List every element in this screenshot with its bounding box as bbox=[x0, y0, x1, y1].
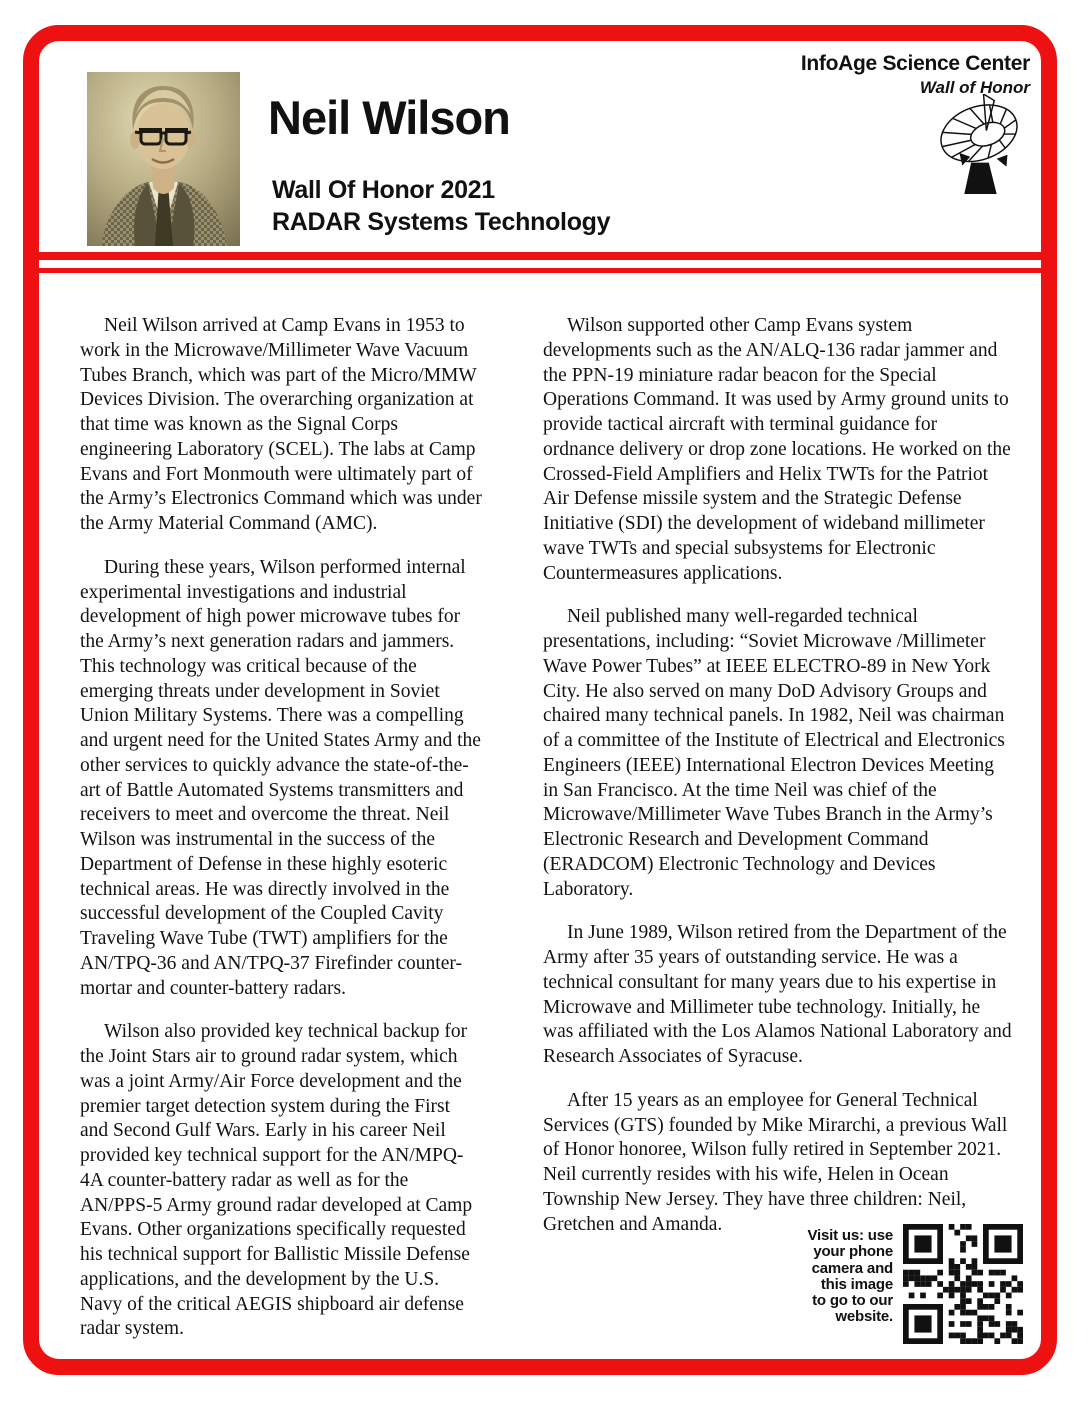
paragraph-gts: After 15 years as an employee for General Technical Services (GTS) founded by Mike Mirarchi, a previous Wall of Honor honoree, Wilson fully retired in September 2021. Neil currently resides with his wife, Helen in Ocean Township New Jersey. They have three children: Neil, Gretchen and Amanda. bbox=[543, 1089, 1008, 1235]
honor-subtitle bbox=[272, 174, 610, 238]
radar-dish-icon bbox=[931, 94, 1027, 196]
paragraph-jointstars: Wilson also provided key technical backup for the Joint Stars air to ground radar system, which was a joint Army/Air Force development and the premier target detection system during the First and Second Gulf Wars. Early in his career Neil provided key technical support for the AN/MPQ-4A counter-battery radar as well as for the AN/PPS-5 Army ground radar developed at Camp Evans. Other organizations specifically requested his technical support for Ballistic Missile Defense applications, and the development by the U.S. Navy of the critical AEGIS shipboard air defense radar system. bbox=[80, 1021, 473, 1340]
honor-year: Wall Of Honor 2021 bbox=[272, 176, 495, 204]
article-column-right bbox=[543, 314, 1012, 1256]
visit-line: to go to our bbox=[812, 1292, 893, 1310]
visit-line: website. bbox=[835, 1308, 893, 1326]
paragraph-research: During these years, Wilson performed internal experimental investigations and industrial development of high power microwave tubes for the Army’s next generation radars and jammers. This technology was critical because of the emerging threats under development in Soviet Union Military Systems. There was a compelling and urgent need for the United States Army and the other services to quickly advance the state-of-the-art of Battle Automated Systems transmitters and receivers to meet and overcome the threat. Neil Wilson was instrumental in the success of the Department of Defense in these highly esoteric technical areas. He was directly involved in the successful development of the Coupled Cavity Traveling Wave Tube (TWT) amplifiers for the AN/TPQ-36 and AN/TPQ-37 Firefinder counter-mortar and counter-battery radars. bbox=[80, 556, 481, 999]
visit-note bbox=[762, 1228, 893, 1326]
paragraph-arrival: Neil Wilson arrived at Camp Evans in 1953 to work in the Microwave/Millimeter Wave Vacuum Tubes Branch, which was part of the Micro/MMW Devices Division. The overarching organization at that time was known as the Signal Corps engineering Laboratory (SCEL). The labs at Camp Evans and Fort Monmouth were ultimately part of the Army’s Electronics Command which was under the Army Material Command (AMC). bbox=[80, 315, 482, 534]
org-tagline: Wall of Honor bbox=[919, 78, 1030, 97]
portrait-photo bbox=[87, 72, 240, 246]
honor-field: RADAR Systems Technology bbox=[272, 208, 611, 236]
article-column-left bbox=[80, 314, 482, 1361]
visit-line: this image bbox=[820, 1275, 893, 1293]
visit-line: your phone bbox=[813, 1243, 893, 1261]
divider-rule-thin bbox=[39, 268, 1041, 273]
paragraph-retirement: In June 1989, Wilson retired from the Department of the Army after 35 years of outstanding service. He was a technical consultant for many years due to his expertise in Microwave and Millimeter tube technology. Initially, he was affiliated with the Los Alamos National Laboratory and Research Associates of Syracuse. bbox=[543, 922, 1012, 1067]
qr-code bbox=[903, 1224, 1023, 1344]
page-title: Neil Wilson bbox=[268, 91, 510, 144]
paragraph-systems: Wilson supported other Camp Evans system developments such as the AN/ALQ-136 radar jammer and the PPN-19 miniature radar beacon for the Special Operations Command. It was used by Army ground units to provide tactical aircraft with terminal guidance for ordnance delivery or drop zone locations. He worked on the Crossed-Field Amplifiers and Helix TWTs for the Patriot Air Defense missile system and the Strategic Defense Initiative (SDI) the development of wideband millimeter wave TWTs and special subsystems for Electronic Countermeasures applications. bbox=[543, 315, 1011, 584]
visit-line: camera and bbox=[811, 1259, 893, 1277]
paragraph-publications: Neil published many well-regarded technical presentations, including: “Soviet Microwave /Millimeter Wave Power Tubes” at IEEE ELECTRO-89 in New York City. He also served on many DoD Advisory Groups and chaired many technical panels. In 1982, Neil was chairman of a committee of the Institute of Electrical and Electronics Engineers (IEEE) International Electron Devices Meeting in San Francisco. At the time Neil was chief of the Microwave/Millimeter Wave Tubes Branch in the Army’s Electronic Research and Development Command (ERADCOM) Electronic Technology and Devices Laboratory. bbox=[543, 606, 1005, 900]
visit-line: Visit us: use bbox=[807, 1227, 893, 1244]
divider-rule-thick bbox=[39, 252, 1041, 260]
org-name: InfoAge Science Center bbox=[800, 52, 1030, 75]
portrait-illustration bbox=[87, 72, 240, 246]
